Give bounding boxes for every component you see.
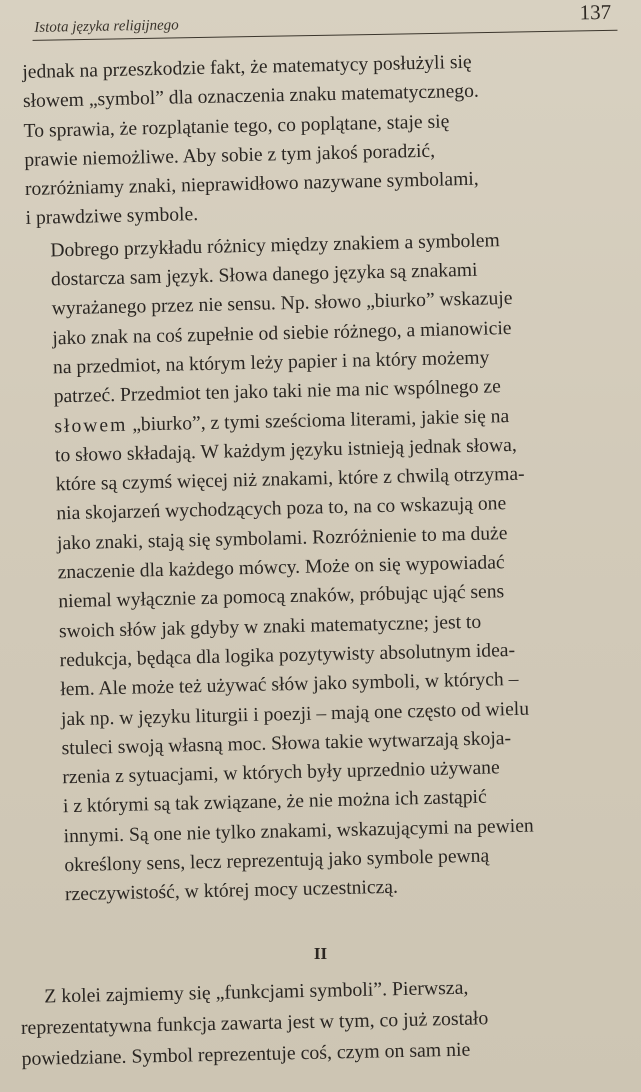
text-line: swoich słów jak gdyby w znaki matematyczne; jest to — [58, 611, 482, 642]
text-line: jako znaki, stają się symbolami. Rozróżnienie to ma duże — [56, 522, 508, 555]
paragraph-continuation — [22, 44, 624, 233]
page-number: 137 — [579, 0, 612, 25]
text-line: To sprawia, że rozplątanie tego, co poplątane, staje się — [23, 110, 450, 142]
text-line: Dobrego przykładu różnicy między znakiem a symbolem — [50, 229, 500, 262]
paragraph-symbol-functions — [20, 969, 624, 1075]
text-line: dostarcza sam język. Słowa danego języka są znakami — [50, 259, 478, 291]
text-line: jak np. w języku liturgii i poezji – mają one często od wielu — [60, 698, 530, 730]
text-line: wyrażanego przez nie sensu. Np. słowo „biurko” wskazuje — [51, 288, 513, 320]
section-body-text — [20, 969, 624, 1075]
text-line: powiedziane. Symbol reprezentuje coś, czym on sam nie — [21, 1038, 471, 1070]
text-line: redukcja, będąca dla logika pozytywisty absolutnym idea- — [59, 639, 516, 672]
text-line: rzeczywistość, w której mocy uczestniczą. — [64, 877, 399, 906]
text-line: znaczenie dla każdego mówcy. Może on się wypowiadać — [57, 552, 505, 584]
running-title: Istota języka religijnego — [34, 17, 179, 36]
text-line: określony sens, lecz reprezentują jako symbole pewną — [64, 845, 490, 877]
text-line: jednak na przeszkodzie fakt, że matematycy posłużyli się — [22, 51, 472, 83]
text-line: rzenia z sytuacjami, w których były uprzednio używane — [62, 757, 500, 789]
text-line: Z kolei zajmiemy się „funkcjami symboli”. Pierwsza, — [44, 976, 469, 1008]
running-head — [28, 0, 618, 42]
spaced-word: słowem — [54, 414, 128, 437]
text-line: i prawdziwe symbole. — [25, 204, 199, 230]
text-line: jako znak na coś zupełnie od siebie różnego, a mianowicie — [52, 317, 512, 350]
text-line: na przedmiot, na którym leży papier i na który możemy — [52, 347, 490, 379]
text-line: prawie niemożliwe. Aby sobie z tym jakoś poradzić, — [24, 140, 436, 171]
text-line: nia skojarzeń wychodzących poza to, na co wskazują one — [56, 493, 507, 525]
text-line: rozróżniamy znaki, nieprawidłowo nazywane symbolami, — [24, 168, 479, 201]
line-rest: „biurko”, z tymi sześcioma literami, jakie się na — [131, 405, 510, 436]
text-line: słowem „symbol” dla oznaczenia znaku matematycznego. — [22, 80, 480, 113]
text-line: łem. Ale może też używać słów jako symboli, w których – — [60, 669, 519, 701]
text-line: patrzeć. Przedmiot ten jako taki nie ma nic wspólnego ze — [53, 376, 502, 408]
text-line: innymi. Są one nie tylko znakami, wskazującymi na pewien — [63, 815, 534, 847]
section-number: II — [313, 944, 328, 963]
text-line: to słowo składają. W każdym języku istnieją jednak słowa, — [54, 434, 517, 467]
text-line: stuleci swoją własną moc. Słowa takie wytwarzają skoja- — [61, 727, 512, 760]
paragraph-language-example — [26, 223, 639, 910]
text-line: niemal wyłącznie za pomocą znaków, próbując ująć sens — [58, 581, 505, 613]
text-line: i z którymi są tak związane, że nie można ich zastąpić — [62, 787, 487, 818]
text-line: reprezentatywna funkcja zawarta jest w tym, co już zostało — [20, 1007, 489, 1039]
body-text — [22, 44, 639, 910]
text-line: które są czymś więcej niż znakami, które z chwilą otrzyma- — [55, 463, 525, 496]
